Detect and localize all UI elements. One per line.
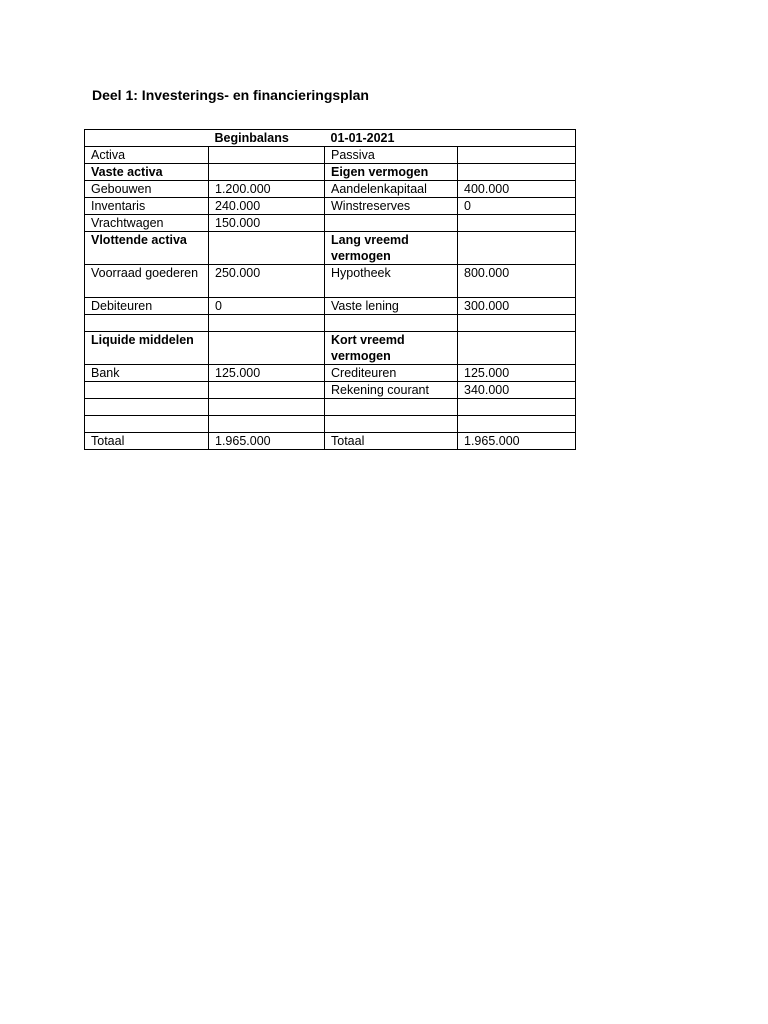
header-cell-empty bbox=[85, 130, 209, 147]
cell-activa-value: 240.000 bbox=[209, 198, 325, 215]
cell-passiva-value bbox=[458, 215, 576, 232]
table-row bbox=[85, 198, 576, 215]
table-row bbox=[85, 315, 576, 332]
cell-passiva-value: 125.000 bbox=[458, 365, 576, 382]
cell-passiva-value bbox=[458, 315, 576, 332]
cell-passiva-label: Kort vreemd vermogen bbox=[325, 332, 458, 365]
header-date: 01-01-2021 bbox=[325, 130, 458, 147]
cell-passiva-label: Hypotheek bbox=[325, 265, 458, 298]
cell-passiva-value: 0 bbox=[458, 198, 576, 215]
cell-activa-label: Vaste activa bbox=[85, 164, 209, 181]
header-beginbalans: Beginbalans bbox=[209, 130, 325, 147]
table-header-row bbox=[85, 130, 576, 147]
cell-activa-value bbox=[209, 232, 325, 265]
table-row bbox=[85, 399, 576, 416]
cell-activa-value bbox=[209, 382, 325, 399]
table-row bbox=[85, 416, 576, 433]
cell-total-activa-value: 1.965.000 bbox=[209, 433, 325, 450]
cell-total-activa-label: Totaal bbox=[85, 433, 209, 450]
cell-total-passiva-value: 1.965.000 bbox=[458, 433, 576, 450]
cell-passiva-value bbox=[458, 416, 576, 433]
cell-passiva-label: Crediteuren bbox=[325, 365, 458, 382]
cell-activa-label bbox=[85, 399, 209, 416]
cell-activa-value bbox=[209, 147, 325, 164]
cell-activa-label: Voorraad goederen bbox=[85, 265, 209, 298]
balance-sheet-table bbox=[84, 129, 576, 450]
cell-activa-label bbox=[85, 416, 209, 433]
cell-passiva-label: Passiva bbox=[325, 147, 458, 164]
cell-passiva-label bbox=[325, 215, 458, 232]
cell-activa-value: 250.000 bbox=[209, 265, 325, 298]
table-total-row bbox=[85, 433, 576, 450]
document-title: Deel 1: Investerings- en financieringsplan bbox=[92, 87, 369, 103]
cell-passiva-label bbox=[325, 399, 458, 416]
cell-passiva-label bbox=[325, 416, 458, 433]
table-row bbox=[85, 382, 576, 399]
cell-activa-label: Inventaris bbox=[85, 198, 209, 215]
cell-passiva-value: 340.000 bbox=[458, 382, 576, 399]
table-row bbox=[85, 298, 576, 315]
cell-total-passiva-label: Totaal bbox=[325, 433, 458, 450]
cell-activa-label: Debiteuren bbox=[85, 298, 209, 315]
cell-activa-label: Vrachtwagen bbox=[85, 215, 209, 232]
cell-passiva-label: Eigen vermogen bbox=[325, 164, 458, 181]
cell-activa-label: Gebouwen bbox=[85, 181, 209, 198]
cell-passiva-value bbox=[458, 164, 576, 181]
table-row bbox=[85, 232, 576, 265]
cell-activa-label bbox=[85, 315, 209, 332]
header-cell-empty bbox=[458, 130, 576, 147]
cell-activa-value bbox=[209, 164, 325, 181]
cell-passiva-value: 800.000 bbox=[458, 265, 576, 298]
table-row bbox=[85, 181, 576, 198]
cell-passiva-label: Winstreserves bbox=[325, 198, 458, 215]
table-row bbox=[85, 332, 576, 365]
cell-passiva-value bbox=[458, 147, 576, 164]
cell-passiva-value bbox=[458, 399, 576, 416]
cell-passiva-label: Vaste lening bbox=[325, 298, 458, 315]
cell-activa-value: 125.000 bbox=[209, 365, 325, 382]
cell-activa-value bbox=[209, 315, 325, 332]
cell-activa-value: 150.000 bbox=[209, 215, 325, 232]
cell-passiva-value bbox=[458, 232, 576, 265]
cell-passiva-label: Rekening courant bbox=[325, 382, 458, 399]
table-row bbox=[85, 215, 576, 232]
cell-passiva-value bbox=[458, 332, 576, 365]
cell-passiva-label bbox=[325, 315, 458, 332]
cell-activa-value bbox=[209, 332, 325, 365]
cell-activa-label: Activa bbox=[85, 147, 209, 164]
table-row bbox=[85, 164, 576, 181]
cell-passiva-label: Lang vreemd vermogen bbox=[325, 232, 458, 265]
cell-activa-label bbox=[85, 382, 209, 399]
cell-activa-label: Liquide middelen bbox=[85, 332, 209, 365]
cell-activa-value bbox=[209, 416, 325, 433]
cell-activa-value: 0 bbox=[209, 298, 325, 315]
table-row bbox=[85, 365, 576, 382]
cell-passiva-value: 400.000 bbox=[458, 181, 576, 198]
cell-passiva-label: Aandelenkapitaal bbox=[325, 181, 458, 198]
cell-passiva-value: 300.000 bbox=[458, 298, 576, 315]
table-row bbox=[85, 147, 576, 164]
cell-activa-value: 1.200.000 bbox=[209, 181, 325, 198]
cell-activa-label: Vlottende activa bbox=[85, 232, 209, 265]
cell-activa-label: Bank bbox=[85, 365, 209, 382]
table-row bbox=[85, 265, 576, 298]
cell-activa-value bbox=[209, 399, 325, 416]
